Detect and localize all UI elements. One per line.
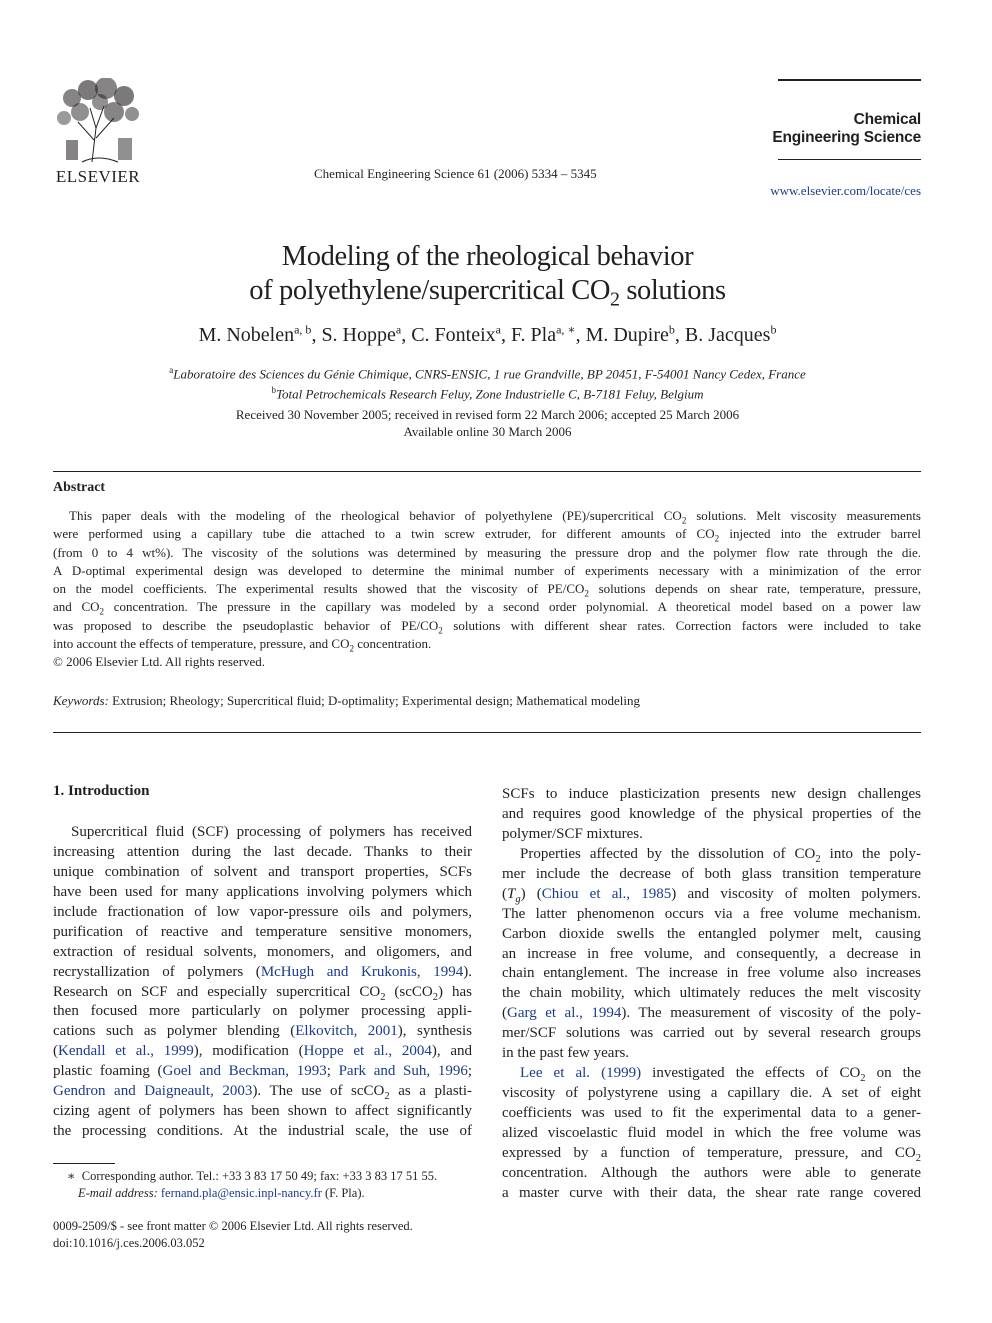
title-text: of polyethylene/supercritical CO (249, 275, 611, 306)
citation-link[interactable]: McHugh and Krukonis, 1994 (260, 963, 464, 980)
affiliations (60, 362, 915, 403)
journal-name-line2: Engineering Science (772, 129, 921, 146)
abstract-heading: Abstract (53, 480, 106, 495)
title-subscript: 2 (610, 288, 620, 311)
journal-name (772, 111, 921, 147)
journal-reference: Chemical Engineering Science 61 (2006) 5334 – 5345 (314, 166, 597, 181)
author: M. Dupire$^b$, (585, 322, 685, 346)
title-line-1: Modeling of the rheological behavior (281, 241, 694, 272)
section-heading: 1. Introduction (53, 783, 150, 799)
affiliation: $^b$Total Petrochemicals Research Feluy, Zone Industrielle C, B-7181 Feluy, Belgium (271, 385, 704, 402)
abstract-body: This paper deals with the modeling of the rheological behavior of polyethylene (PE)/supercritical $CO_2$ solutions. Melt viscosity measurements were performed using a capillary tube die attached to a twin screw extruder, for different amounts of $CO_2$ injected into the extruder barrel (from 0 to 4 wt%). The viscosity of the solutions was determined by measuring the pressure drop and the polymer flow rate through the die. A D-optimal experimental design was developed to determine the minimal number of experiments necessary with a minimization of the error on the model coefficients. The experimental results showed that the viscosity of $PE/CO_2$ solutions depends on shear rate, temperature, pressure, and $CO_2$ concentration. The pressure in the capillary was modeled by a second order polynomial. A theoretical model based on a power law was proposed to describe the pseudoplastic behavior of $PE/CO_2$ solutions with different shear rates. Correction factors were included to take into account the effects of temperature, pressure, and $CO_2$ concentration. © 2006 Elsevier Ltd. All rights reserved. (53, 507, 921, 672)
title-line-2 (120, 274, 855, 317)
author-list (100, 322, 875, 347)
online-date: Available online 30 March 2006 (403, 424, 572, 439)
header-rule-bottom (778, 159, 921, 160)
keywords-list: Extrusion; Rheology; Supercritical fluid; D-optimality; Experimental design; Mathematical modeling (112, 693, 640, 708)
email-link[interactable]: fernand.pla@ensic.inpl-nancy.fr (160, 1186, 322, 1200)
abstract-bottom-rule (53, 732, 921, 733)
journal-url-link[interactable]: www.elsevier.com/locate/ces (770, 183, 921, 198)
keywords (53, 693, 640, 709)
citation-link[interactable]: Elkovitch, 2001 (295, 1023, 398, 1040)
header-rule-top (778, 79, 921, 81)
citation-link[interactable]: Kendall et al., 1999 (58, 1043, 194, 1060)
abstract-copyright: © 2006 Elsevier Ltd. All rights reserved. (53, 654, 266, 670)
citation-link[interactable]: Goel and Beckman, 1993 (162, 1063, 327, 1080)
article-dates (60, 406, 915, 440)
issn-line: 0009-2509/$ - see front matter © 2006 Elsevier Ltd. All rights reserved. (53, 1219, 413, 1233)
body-column-right: SCFs to induce plasticization presents new design challenges and requires good knowledge of the physical properties of the polymer/SCF mixtures. Properties affected by the dissolution of $CO_2$ into the poly- mer include the decrease of both glass transition temperature $(T_g)$ (Chiou et al., 1985) and viscosity of molten polymers. The latter phenomenon occurs via a free volume mechanism. Carbon dioxide swells the entangled polymer melt, causing an increase in free volume, and consequently, a decrease in chain entanglement. The increase in free volume also increases the chain mobility, which ultimately reduces the melt viscosity (Garg et al., 1994). The measurement of viscosity of the poly- mer/SCF solutions was carried out by several research groups in the past few years. Lee et al. (1999) investigated the effects of $CO_2$ on the viscosity of polystyrene using a capillary die. A set of eight coefficients was used to fit the experimental data to a gener- alized viscoelastic fluid model in which the free volume was expressed by a function of temperature, pressure, and $CO_2$ concentration. Although the authors were able to generate a master curve with their data, the shear rate range covered (502, 786, 922, 1201)
article-title (120, 240, 855, 317)
author: F. Pla$^{a, ∗}$, (511, 322, 586, 346)
footnote-rule (53, 1163, 115, 1164)
footnote (53, 1168, 472, 1202)
body-column-left: Supercritical fluid (SCF) processing of polymers has received increasing attention during the last decade. Thanks to their unique combination of solvent and transport properties, SCFs have been used for many applications involving polymers which include fractionation of low vapor-pressure oils and polymers, purification of reactive and temperature sensitive monomers, extraction of residual solvents, monomers, and oligomers, and recrystallization of polymers (McHugh and Krukonis, 1994). Research on SCF and especially supercritical $CO_2$ (scCO$_2$) has then focused more particularly on polymer processing appli- cations such as polymer blending (Elkovitch, 2001), synthesis (Kendall et al., 1999), modification (Hoppe et al., 2004), and plastic foaming (Goel and Beckman, 1993; Park and Suh, 1996; Gendron and Daigneault, 2003). The use of scCO$_2$ as a plasti- cizing agent of polymers has been shown to affect significantly the processing conditions. At the industrial scale, the use of (53, 824, 473, 1140)
doi-line: doi:10.1016/j.ces.2006.03.052 (53, 1236, 205, 1250)
citation-link[interactable]: Park and Suh, 1996 (338, 1063, 468, 1080)
author: M. Nobelen$^{a, b}$, (198, 322, 322, 346)
elsevier-tree-icon (52, 78, 144, 164)
citation-link[interactable]: Chiou et al., 1985 (541, 885, 672, 902)
author: B. Jacques$^b$ (684, 322, 777, 346)
publisher-name: ELSEVIER (55, 167, 141, 186)
affiliation: $^a$Laboratoire des Sciences du Génie Chimique, CNRS-ENSIC, 1 rue Grandville, BP 20451, F-54001 Nancy Cedex, France (169, 365, 806, 382)
citation-link[interactable]: Gendron and Daigneault, 2003 (53, 1083, 253, 1100)
front-matter (53, 1218, 413, 1252)
citation-link[interactable]: Hoppe et al., 2004 (303, 1043, 432, 1060)
received-dates: Received 30 November 2005; received in revised form 22 March 2006; accepted 25 March 2006 (235, 407, 740, 422)
email-note: E-mail address: fernand.pla@ensic.inpl-nancy.fr (F. Pla). (78, 1186, 365, 1200)
citation-link[interactable]: Garg et al., 1994 (507, 1005, 622, 1022)
title-text-end: solutions (619, 275, 726, 306)
citation-link[interactable]: Lee et al. (1999) (520, 1065, 642, 1082)
keywords-label: Keywords: (53, 693, 109, 708)
corresponding-author-note: ∗ Corresponding author. Tel.: +33 3 83 17 50 49; fax: +33 3 83 17 51 55. (67, 1169, 438, 1183)
author: C. Fonteix$^a$, (411, 322, 511, 346)
journal-name-line1: Chemical (853, 111, 921, 128)
footnote-star: ∗ (67, 1169, 76, 1183)
author: S. Hoppe$^a$, (321, 322, 412, 346)
abstract-top-rule (53, 471, 921, 472)
elsevier-logo (52, 78, 144, 186)
